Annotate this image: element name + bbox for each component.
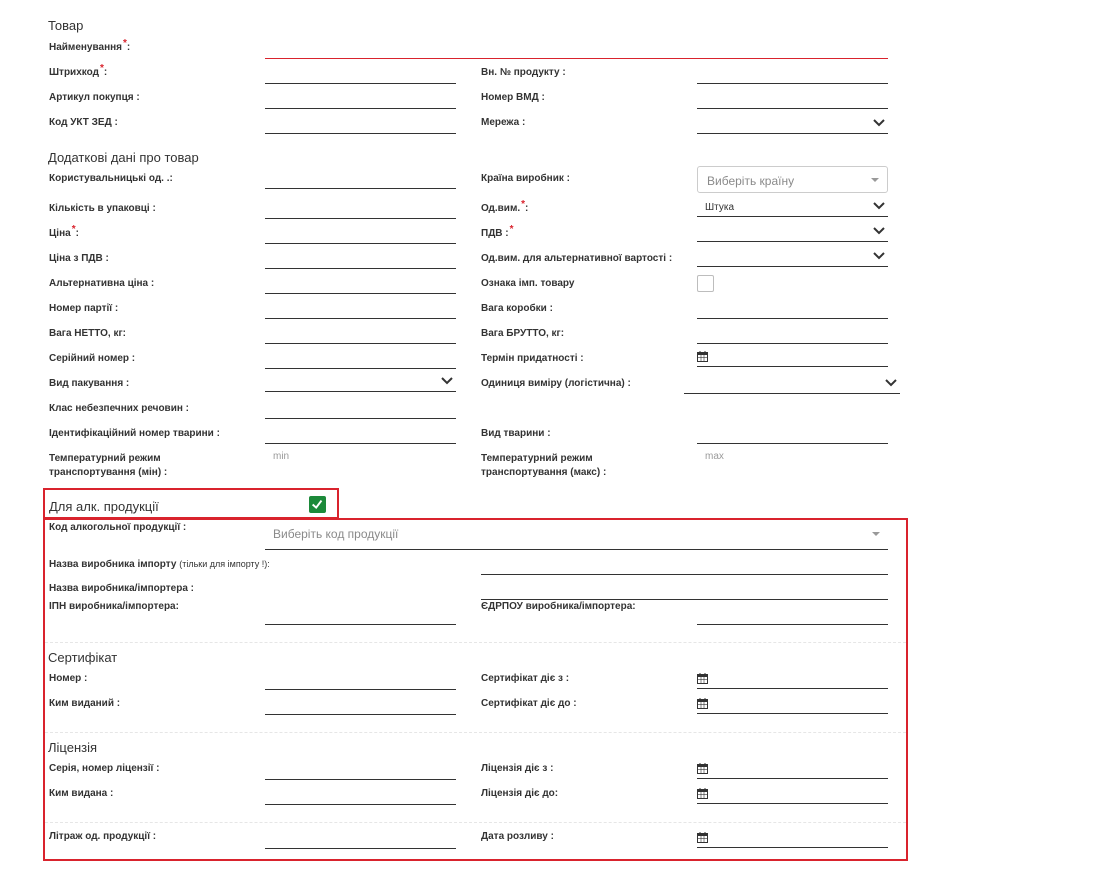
article-input[interactable] xyxy=(265,90,456,109)
barcode-input[interactable] xyxy=(265,65,456,84)
name-label: Найменування*: xyxy=(49,38,131,53)
import-maker-label xyxy=(49,557,270,572)
chevron-down-icon xyxy=(872,225,886,237)
box-weight-input[interactable] xyxy=(697,300,888,319)
calendar-icon xyxy=(697,832,708,843)
divider xyxy=(45,642,906,643)
chevron-down-icon xyxy=(872,250,886,262)
country-placeholder: Виберіть країну xyxy=(707,174,795,188)
required-mark: * xyxy=(99,63,104,74)
caret-down-icon xyxy=(872,532,880,536)
price-vat-input[interactable] xyxy=(265,250,456,269)
temp-max-label xyxy=(481,452,606,480)
animal-kind-input[interactable] xyxy=(697,425,888,444)
user-units-label: Користувальницькі од. .: xyxy=(49,173,173,184)
temp-max-placeholder: max xyxy=(705,451,724,462)
required-mark: * xyxy=(122,38,127,49)
temp-min-label-line1: Температурний режим xyxy=(49,453,161,464)
alt-price-input[interactable] xyxy=(265,275,456,294)
ipn-label: ІПН виробника/імпортера: xyxy=(49,601,179,612)
chevron-down-icon xyxy=(440,375,454,387)
cert-issuer-label: Ким виданий : xyxy=(49,698,121,709)
required-mark: * xyxy=(71,224,76,235)
section-title-alc: Для алк. продукції xyxy=(49,499,159,514)
bottling-date[interactable] xyxy=(697,829,888,848)
temp-min-input[interactable] xyxy=(265,449,456,467)
section-title-product: Товар xyxy=(48,18,84,33)
required-mark: * xyxy=(521,199,526,210)
bottling-date-label: Дата розливу : xyxy=(481,831,554,842)
animal-id-label: Ідентифікаційний номер тварини : xyxy=(49,428,220,439)
lic-no-label: Серія, номер ліцензії : xyxy=(49,763,160,774)
calendar-icon xyxy=(697,673,708,684)
maker-importer-input[interactable] xyxy=(481,581,888,600)
import-maker-input[interactable] xyxy=(481,556,888,575)
lic-from-date[interactable] xyxy=(697,760,888,779)
maker-importer-label: Назва виробника/імпортера : xyxy=(49,583,194,594)
alt-unit-select[interactable] xyxy=(697,248,888,267)
ipn-input[interactable] xyxy=(265,606,456,625)
temp-max-label-line1: Температурний режим xyxy=(481,453,593,464)
price-input[interactable] xyxy=(265,225,456,244)
article-label: Артикул покупця : xyxy=(49,92,140,103)
chevron-down-icon xyxy=(872,117,886,129)
internal-no-input[interactable] xyxy=(697,65,888,84)
temp-min-label-line2: транспортування (мін) : xyxy=(49,467,168,478)
alc-code-placeholder: Виберіть код продукції xyxy=(273,527,399,541)
pack-type-label: Вид пакування : xyxy=(49,378,130,389)
vmd-input[interactable] xyxy=(697,90,888,109)
unit-label: Од.вим.*: xyxy=(481,199,529,214)
alc-code-label: Код алкогольної продукції : xyxy=(49,522,187,533)
batch-label: Номер партії : xyxy=(49,303,119,314)
divider xyxy=(45,732,906,733)
vmd-label: Номер ВМД : xyxy=(481,92,545,103)
calendar-icon xyxy=(697,788,708,799)
network-label: Мережа : xyxy=(481,117,526,128)
import-flag-checkbox[interactable] xyxy=(697,275,714,292)
cert-to-date[interactable] xyxy=(697,695,888,714)
volume-label: Літраж од. продукції : xyxy=(49,831,157,842)
divider xyxy=(45,822,906,823)
vat-label-text: ПДВ : xyxy=(481,228,509,239)
net-weight-input[interactable] xyxy=(265,325,456,344)
network-select[interactable] xyxy=(697,115,888,134)
batch-input[interactable] xyxy=(265,300,456,319)
pack-qty-input[interactable] xyxy=(265,200,456,219)
lic-to-label: Ліцензія діє до: xyxy=(481,788,559,799)
uktzed-label: Код УКТ ЗЕД : xyxy=(49,117,118,128)
chevron-down-icon xyxy=(872,200,886,212)
volume-input[interactable] xyxy=(265,830,456,849)
temp-max-input[interactable] xyxy=(697,449,888,467)
lic-no-input[interactable] xyxy=(265,761,456,780)
price-label: Ціна*: xyxy=(49,224,79,239)
unit-select[interactable] xyxy=(697,198,888,217)
edrpou-label: ЄДРПОУ виробника/імпортера: xyxy=(481,601,636,612)
temp-min-label xyxy=(49,452,167,480)
shelf-life-date[interactable] xyxy=(697,348,888,367)
section-title-license: Ліцензія xyxy=(48,740,98,755)
pack-qty-label: Кількість в упаковці : xyxy=(49,203,156,214)
gross-weight-label: Вага БРУТТО, кг: xyxy=(481,328,565,339)
shelf-life-label: Термін придатності : xyxy=(481,353,584,364)
calendar-icon xyxy=(697,351,708,362)
price-vat-label: Ціна з ПДВ : xyxy=(49,253,109,264)
lic-issuer-input[interactable] xyxy=(265,786,456,805)
lic-to-date[interactable] xyxy=(697,785,888,804)
danger-class-label: Клас небезпечних речовин : xyxy=(49,403,189,414)
cert-from-label: Сертифікат діє з : xyxy=(481,673,570,684)
cert-to-label: Сертифікат діє до : xyxy=(481,698,577,709)
serial-input[interactable] xyxy=(265,350,456,369)
unit-label-text: Од.вим. xyxy=(481,203,521,214)
import-maker-label-text: Назва виробника імпорту xyxy=(49,559,177,570)
section-title-extra: Додаткові дані про товар xyxy=(48,150,199,165)
user-units-input[interactable] xyxy=(265,170,456,189)
lic-from-label: Ліцензія діє з : xyxy=(481,763,554,774)
edrpou-input[interactable] xyxy=(697,606,888,625)
lic-issuer-label: Ким видана : xyxy=(49,788,114,799)
barcode-label-text: Штрихкод xyxy=(49,67,99,78)
box-weight-label: Вага коробки : xyxy=(481,303,553,314)
animal-kind-label: Вид тварини : xyxy=(481,428,551,439)
pack-type-select[interactable] xyxy=(265,373,456,392)
temp-max-label-line2: транспортування (макс) : xyxy=(481,467,607,478)
logistic-unit-select[interactable] xyxy=(684,375,900,394)
name-input[interactable] xyxy=(265,40,888,59)
cert-from-date[interactable] xyxy=(697,670,888,689)
cert-no-label: Номер : xyxy=(49,673,88,684)
alc-code-select[interactable] xyxy=(265,522,888,550)
alt-unit-label: Од.вим. для альтернативної вартості : xyxy=(481,253,673,264)
required-mark: * xyxy=(509,224,514,235)
caret-down-icon xyxy=(871,178,879,182)
alc-checkbox[interactable] xyxy=(309,496,326,513)
barcode-label: Штрихкод*: xyxy=(49,63,108,78)
net-weight-label: Вага НЕТТО, кг: xyxy=(49,328,126,339)
country-label: Країна виробник : xyxy=(481,173,570,184)
alt-price-label: Альтернативна ціна : xyxy=(49,278,155,289)
serial-label: Серійний номер : xyxy=(49,353,136,364)
country-select[interactable] xyxy=(697,166,888,193)
section-title-certificate: Сертифікат xyxy=(48,650,118,665)
cert-issuer-input[interactable] xyxy=(265,696,456,715)
chevron-down-icon xyxy=(884,377,898,389)
vat-label xyxy=(481,224,514,241)
import-flag-label: Ознака імп. товару xyxy=(481,278,575,289)
gross-weight-input[interactable] xyxy=(697,325,888,344)
internal-no-label: Вн. № продукту : xyxy=(481,67,566,78)
unit-value: Штука xyxy=(705,202,735,213)
temp-min-placeholder: min xyxy=(273,451,290,462)
import-maker-hint: (тільки для імпорту !): xyxy=(179,559,270,569)
vat-select[interactable] xyxy=(697,223,888,242)
danger-class-input[interactable] xyxy=(265,400,456,419)
cert-no-input[interactable] xyxy=(265,671,456,690)
calendar-icon xyxy=(697,763,708,774)
name-label-text: Найменування xyxy=(49,42,122,53)
animal-id-input[interactable] xyxy=(265,425,456,444)
uktzed-input[interactable] xyxy=(265,115,456,134)
price-label-text: Ціна xyxy=(49,228,71,239)
check-icon xyxy=(310,497,325,512)
calendar-icon xyxy=(697,698,708,709)
logistic-unit-label: Одиниця виміру (логістична) : xyxy=(481,378,631,389)
